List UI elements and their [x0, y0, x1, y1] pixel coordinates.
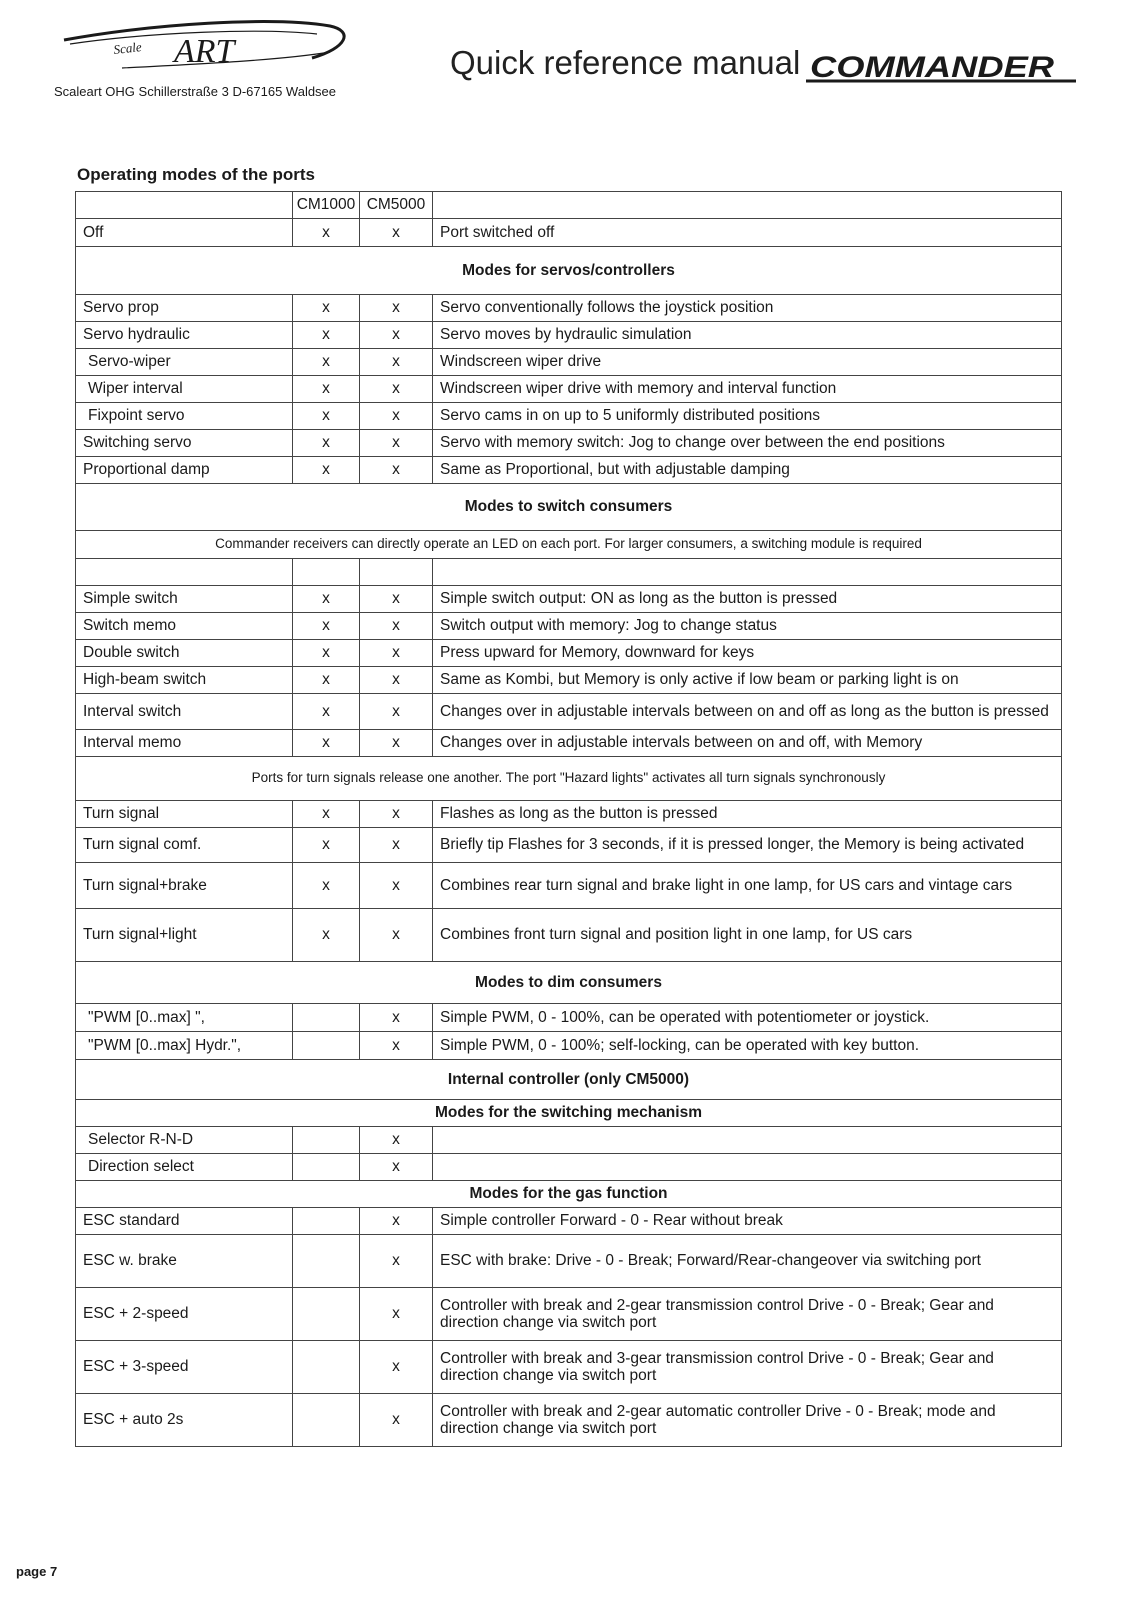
cm5000-mark: x [360, 909, 433, 962]
mode-name: Direction select [76, 1154, 293, 1181]
cm5000-mark: x [360, 640, 433, 667]
svg-text:Scale: Scale [112, 39, 143, 57]
mode-description: Flashes as long as the button is pressed [433, 801, 1062, 828]
cm1000-mark [293, 1235, 360, 1288]
section-heading-row [76, 247, 1062, 295]
cm5000-mark: x [360, 1288, 433, 1341]
cm5000-mark: x [360, 1394, 433, 1447]
mode-name: "PWM [0..max] Hydr.", [76, 1032, 293, 1060]
note-row [76, 531, 1062, 559]
cm5000-mark: x [360, 613, 433, 640]
cm5000-mark: x [360, 349, 433, 376]
section-note: Ports for turn signals release one another. The port "Hazard lights" activates all turn signals synchronously [76, 757, 1062, 801]
section-heading: Modes for the gas function [76, 1181, 1062, 1208]
commander-logo [806, 48, 1078, 84]
cm1000-mark: x [293, 730, 360, 757]
cm1000-mark [293, 1394, 360, 1447]
cm5000-mark: x [360, 430, 433, 457]
cm5000-mark: x [360, 828, 433, 863]
cm1000-mark [293, 1208, 360, 1235]
table-row [76, 586, 1062, 613]
mode-name: High-beam switch [76, 667, 293, 694]
table-row [76, 828, 1062, 863]
section-heading-row [76, 484, 1062, 531]
mode-name: Turn signal comf. [76, 828, 293, 863]
mode-name: Interval memo [76, 730, 293, 757]
cm1000-mark: x [293, 376, 360, 403]
note-row [76, 757, 1062, 801]
cm5000-mark: x [360, 1127, 433, 1154]
cm1000-mark: x [293, 403, 360, 430]
mode-description: Combines front turn signal and position light in one lamp, for US cars [433, 909, 1062, 962]
mode-description: Combines rear turn signal and brake light in one lamp, for US cars and vintage cars [433, 863, 1062, 909]
mode-name: ESC w. brake [76, 1235, 293, 1288]
mode-name: Servo hydraulic [76, 322, 293, 349]
cm1000-mark: x [293, 694, 360, 730]
table-row [76, 613, 1062, 640]
cm1000-mark [293, 1032, 360, 1060]
table-row [76, 730, 1062, 757]
cm5000-mark: x [360, 694, 433, 730]
mode-description [433, 1154, 1062, 1181]
page-number: page 7 [16, 1564, 58, 1579]
header-cell-description [433, 192, 1062, 219]
cm5000-mark: x [360, 1235, 433, 1288]
section-heading-row [76, 962, 1062, 1004]
header-cell-name [76, 192, 293, 219]
mode-description: Simple PWM, 0 - 100%, can be operated with potentiometer or joystick. [433, 1004, 1062, 1032]
cm5000-mark: x [360, 1154, 433, 1181]
svg-text:ART: ART [174, 33, 235, 70]
cm1000-mark: x [293, 295, 360, 322]
mode-description: Briefly tip Flashes for 3 seconds, if it is pressed longer, the Memory is being activated [433, 828, 1062, 863]
cm5000-mark: x [360, 403, 433, 430]
cm5000-mark: x [360, 457, 433, 484]
cm1000-mark: x [293, 219, 360, 247]
cm5000-mark: x [360, 322, 433, 349]
cm1000-mark: x [293, 457, 360, 484]
mode-description [433, 559, 1062, 586]
cm1000-mark: x [293, 863, 360, 909]
mode-description: Servo with memory switch: Jog to change over between the end positions [433, 430, 1062, 457]
cm5000-mark: x [360, 730, 433, 757]
section-note: Commander receivers can directly operate an LED on each port. For larger consumers, a switching module is required [76, 531, 1062, 559]
mode-description: Controller with break and 2-gear transmission control Drive - 0 - Break; Gear and direction change via switch port [433, 1288, 1062, 1341]
mode-description: Same as Proportional, but with adjustable damping [433, 457, 1062, 484]
mode-name: Double switch [76, 640, 293, 667]
mode-description: Servo conventionally follows the joystick position [433, 295, 1062, 322]
table-row [76, 1394, 1062, 1447]
table-row [76, 694, 1062, 730]
operating-modes-table [75, 191, 1062, 1447]
scaleart-logo [62, 18, 352, 80]
table-header-row [76, 192, 1062, 219]
cm5000-mark: x [360, 801, 433, 828]
mode-name [76, 559, 293, 586]
table-row [76, 801, 1062, 828]
mode-description: Servo cams in on up to 5 uniformly distributed positions [433, 403, 1062, 430]
table-row [76, 1127, 1062, 1154]
cm1000-mark: x [293, 801, 360, 828]
cm1000-mark: x [293, 667, 360, 694]
mode-name: Turn signal+light [76, 909, 293, 962]
mode-name: Switch memo [76, 613, 293, 640]
table-row [76, 376, 1062, 403]
table-row [76, 1341, 1062, 1394]
cm5000-mark: x [360, 295, 433, 322]
table-row [76, 322, 1062, 349]
section-heading: Internal controller (only CM5000) [76, 1060, 1062, 1100]
table-row [76, 1004, 1062, 1032]
section-title: Operating modes of the ports [77, 165, 316, 184]
cm1000-mark [293, 1341, 360, 1394]
cm5000-mark: x [360, 1004, 433, 1032]
mode-name: ESC + 2-speed [76, 1288, 293, 1341]
mode-name: Switching servo [76, 430, 293, 457]
cm1000-mark: x [293, 909, 360, 962]
cm1000-mark: x [293, 586, 360, 613]
cm1000-mark: x [293, 613, 360, 640]
table-row [76, 1154, 1062, 1181]
table-row [76, 667, 1062, 694]
section-heading: Modes to dim consumers [76, 962, 1062, 1004]
section-heading-row [76, 1100, 1062, 1127]
cm1000-mark: x [293, 640, 360, 667]
mode-name: Servo-wiper [76, 349, 293, 376]
mode-description: Simple PWM, 0 - 100%; self-locking, can be operated with key button. [433, 1032, 1062, 1060]
cm5000-mark: x [360, 586, 433, 613]
header-cell-cm5000: CM5000 [360, 192, 433, 219]
cm5000-mark: x [360, 219, 433, 247]
cm5000-mark: x [360, 1341, 433, 1394]
table-row [76, 1235, 1062, 1288]
mode-name: ESC + auto 2s [76, 1394, 293, 1447]
cm1000-mark: x [293, 828, 360, 863]
table-row [76, 640, 1062, 667]
section-heading-row [76, 1181, 1062, 1208]
page-title: Quick reference manual [450, 44, 801, 81]
table-row [76, 403, 1062, 430]
table-row [76, 1208, 1062, 1235]
mode-description [433, 1127, 1062, 1154]
mode-name: Turn signal [76, 801, 293, 828]
cm1000-mark [293, 1004, 360, 1032]
mode-name: Simple switch [76, 586, 293, 613]
mode-description: ESC with brake: Drive - 0 - Break; Forward/Rear-changeover via switching port [433, 1235, 1062, 1288]
cm1000-mark: x [293, 430, 360, 457]
table-row [76, 909, 1062, 962]
mode-name: Wiper interval [76, 376, 293, 403]
cm1000-mark [293, 1127, 360, 1154]
cm1000-mark [293, 559, 360, 586]
company-address: Scaleart OHG Schillerstraße 3 D-67165 Waldsee [54, 84, 337, 99]
svg-text:COMMANDER: COMMANDER [810, 51, 1055, 84]
mode-description: Changes over in adjustable intervals between on and off, with Memory [433, 730, 1062, 757]
section-heading-row [76, 1060, 1062, 1100]
mode-name: Servo prop [76, 295, 293, 322]
table-row [76, 349, 1062, 376]
mode-name: ESC + 3-speed [76, 1341, 293, 1394]
mode-description: Windscreen wiper drive with memory and interval function [433, 376, 1062, 403]
mode-description: Controller with break and 2-gear automatic controller Drive - 0 - Break; mode and direction change via switch port [433, 1394, 1062, 1447]
cm5000-mark: x [360, 1032, 433, 1060]
section-heading: Modes for the switching mechanism [76, 1100, 1062, 1127]
header-cell-cm1000: CM1000 [293, 192, 360, 219]
mode-description: Simple switch output: ON as long as the button is pressed [433, 586, 1062, 613]
mode-name: Proportional damp [76, 457, 293, 484]
mode-description: Same as Kombi, but Memory is only active if low beam or parking light is on [433, 667, 1062, 694]
cm5000-mark: x [360, 667, 433, 694]
mode-description: Windscreen wiper drive [433, 349, 1062, 376]
mode-name: ESC standard [76, 1208, 293, 1235]
cm5000-mark [360, 559, 433, 586]
mode-name: "PWM [0..max] ", [76, 1004, 293, 1032]
table-row [76, 1288, 1062, 1341]
cm1000-mark [293, 1288, 360, 1341]
cm1000-mark: x [293, 322, 360, 349]
mode-description: Switch output with memory: Jog to change status [433, 613, 1062, 640]
table-row [76, 295, 1062, 322]
mode-name: Selector R-N-D [76, 1127, 293, 1154]
mode-name: Turn signal+brake [76, 863, 293, 909]
table-row [76, 457, 1062, 484]
cm1000-mark [293, 1154, 360, 1181]
table-row [76, 1032, 1062, 1060]
mode-name: Off [76, 219, 293, 247]
table-row [76, 559, 1062, 586]
table-row [76, 219, 1062, 247]
mode-name: Interval switch [76, 694, 293, 730]
mode-name: Fixpoint servo [76, 403, 293, 430]
table-row [76, 430, 1062, 457]
mode-description: Controller with break and 3-gear transmission control Drive - 0 - Break; Gear and direction change via switch port [433, 1341, 1062, 1394]
table-row [76, 863, 1062, 909]
cm5000-mark: x [360, 863, 433, 909]
cm5000-mark: x [360, 376, 433, 403]
section-heading: Modes for servos/controllers [76, 247, 1062, 295]
mode-description: Simple controller Forward - 0 - Rear without break [433, 1208, 1062, 1235]
cm5000-mark: x [360, 1208, 433, 1235]
mode-description: Changes over in adjustable intervals between on and off as long as the button is pressed [433, 694, 1062, 730]
cm1000-mark: x [293, 349, 360, 376]
mode-description: Servo moves by hydraulic simulation [433, 322, 1062, 349]
section-heading: Modes to switch consumers [76, 484, 1062, 531]
mode-description: Press upward for Memory, downward for keys [433, 640, 1062, 667]
mode-description: Port switched off [433, 219, 1062, 247]
